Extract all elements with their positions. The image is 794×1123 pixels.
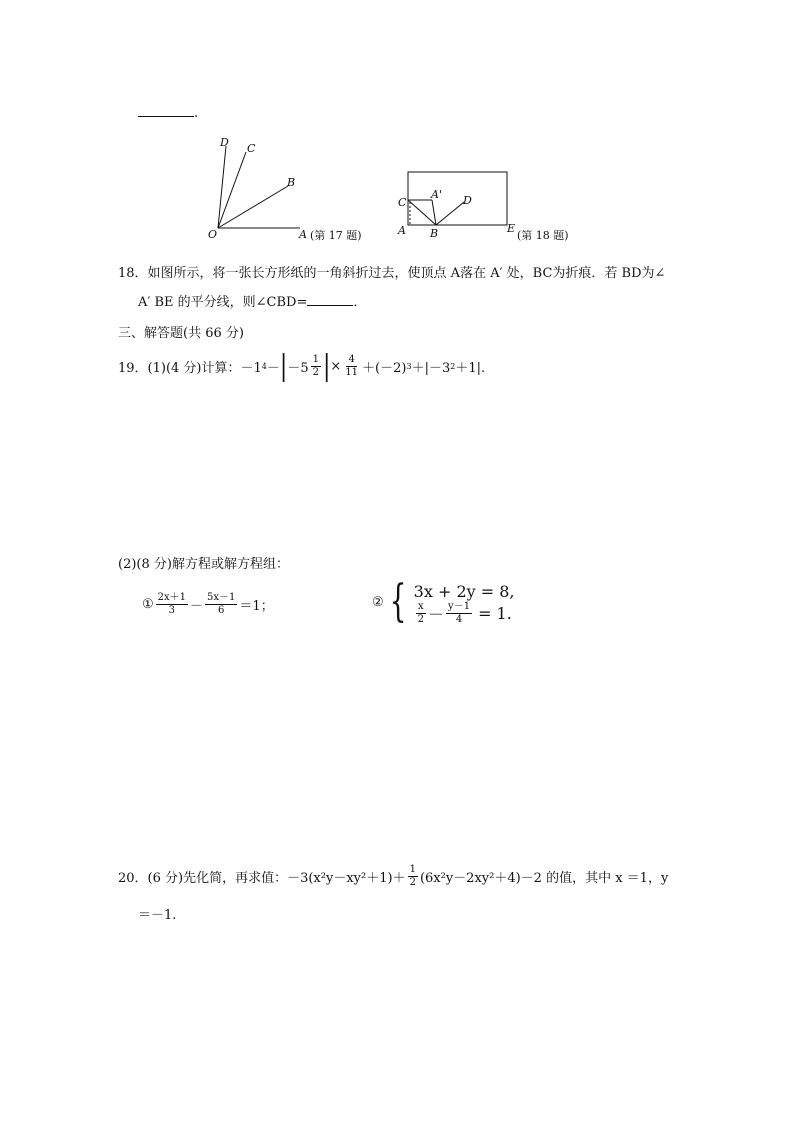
label-A: A (299, 228, 307, 241)
system-row-2-tail: = 1. (478, 603, 512, 623)
system-row-1: 3x + 2y = 8, (413, 581, 515, 601)
label-D: D (220, 136, 229, 149)
equation-1-tail: ＝1； (239, 599, 274, 614)
fraction-denominator: 3 (168, 605, 176, 616)
label-B: B (430, 227, 439, 240)
equation-1-mark: ① (142, 597, 154, 612)
q19-term-3: －5 (287, 361, 309, 376)
label-D: D (463, 194, 472, 207)
fraction-numerator: x (418, 600, 424, 612)
equation-2-mark: ② (372, 594, 384, 610)
fraction-denominator: 11 (345, 367, 359, 378)
paper-rectangle (408, 172, 507, 225)
fraction-numerator: 4 (348, 354, 355, 365)
q17-tail: . (194, 106, 199, 121)
fraction-numerator: 5x－1 (207, 592, 236, 603)
figure-17-caption: (第 17 题) (310, 229, 362, 242)
q19-term-2: － (266, 361, 280, 376)
q19-prefix: 19．(1)(4 分)计算： (118, 361, 241, 376)
fraction-numerator: y－1 (448, 600, 471, 612)
q19-term-4: ＋(－2) (362, 361, 407, 376)
q19-part2-prompt: (2)(8 分)解方程或解方程组： (118, 557, 289, 572)
q19-part1 (118, 349, 486, 383)
equation-1-minus: － (190, 599, 204, 614)
fraction (343, 354, 360, 379)
fraction-denominator: 4 (455, 613, 463, 625)
system-row-2-minus: － (428, 604, 445, 624)
q18-line-2 (138, 291, 366, 310)
fraction (446, 601, 472, 626)
q18-tail: ． (353, 295, 367, 310)
figure-18-caption: (第 18 题) (517, 229, 569, 242)
label-A: A (398, 224, 406, 237)
label-O: O (208, 228, 218, 241)
answer-blank (307, 293, 353, 306)
q20-mid: (6x²y－2xy²＋4)－2 的值，其中 x ＝1，y (419, 871, 669, 886)
answer-blank (138, 104, 194, 117)
figure-18 (394, 166, 594, 246)
q19-term-5: ＋|－3 (411, 361, 451, 376)
fraction-denominator: 2 (409, 877, 416, 888)
q18-line-1: 18．如图所示，将一张长方形纸的一角斜折过去，使顶点 A落在 A′ 处，BC为折痕．若 BD为∠ (118, 266, 666, 281)
label-E: E (507, 222, 516, 235)
label-C: C (398, 196, 407, 209)
label-Aprime: A' (431, 188, 442, 201)
section-title: 三、解答题(共 66 分) (118, 326, 244, 341)
figure-17 (200, 132, 380, 244)
fraction-numerator: 2x＋1 (157, 592, 187, 603)
q17-answer-line (138, 104, 198, 121)
fold-line-CB (408, 200, 436, 225)
q20-line-2: ＝－1. (138, 908, 177, 923)
q19-term-4-exp: 3 (406, 362, 412, 371)
q19-term-1: －1 (240, 361, 262, 376)
fraction-numerator: 1 (312, 354, 319, 365)
equation-1 (142, 592, 274, 617)
fraction (416, 601, 426, 626)
q19-term-1-exp: 4 (261, 362, 267, 371)
brace-icon: { (389, 576, 407, 627)
mixed-fraction (311, 354, 321, 379)
q20-prefix: 20．(6 分)先化简，再求值：－3(x²y－xy²＋1)＋ (118, 871, 406, 886)
q18-line-2-text: A′ BE 的平分线，则∠CBD= (138, 295, 308, 310)
q19-term-6: ＋1|. (455, 361, 486, 376)
ray-OB (218, 186, 288, 228)
label-C: C (247, 142, 256, 155)
equation-system (384, 576, 515, 627)
segment-AprimeB (432, 200, 436, 225)
q19-term-5-exp: 2 (450, 362, 456, 371)
q20-line-1 (118, 864, 668, 889)
fraction-denominator: 2 (417, 613, 425, 625)
equation-2 (372, 576, 515, 627)
q19-times: × (330, 359, 342, 374)
fraction (408, 864, 418, 889)
system-row-2 (414, 602, 515, 624)
label-B: B (287, 176, 296, 189)
fraction-denominator: 2 (312, 367, 319, 378)
fraction (205, 592, 237, 617)
fraction-denominator: 6 (218, 605, 225, 616)
abs-bar-right: | (322, 349, 331, 383)
fraction-numerator: 1 (409, 864, 416, 875)
fraction (156, 592, 188, 617)
abs-bar-left: | (279, 349, 288, 383)
ray-BD (436, 202, 464, 225)
